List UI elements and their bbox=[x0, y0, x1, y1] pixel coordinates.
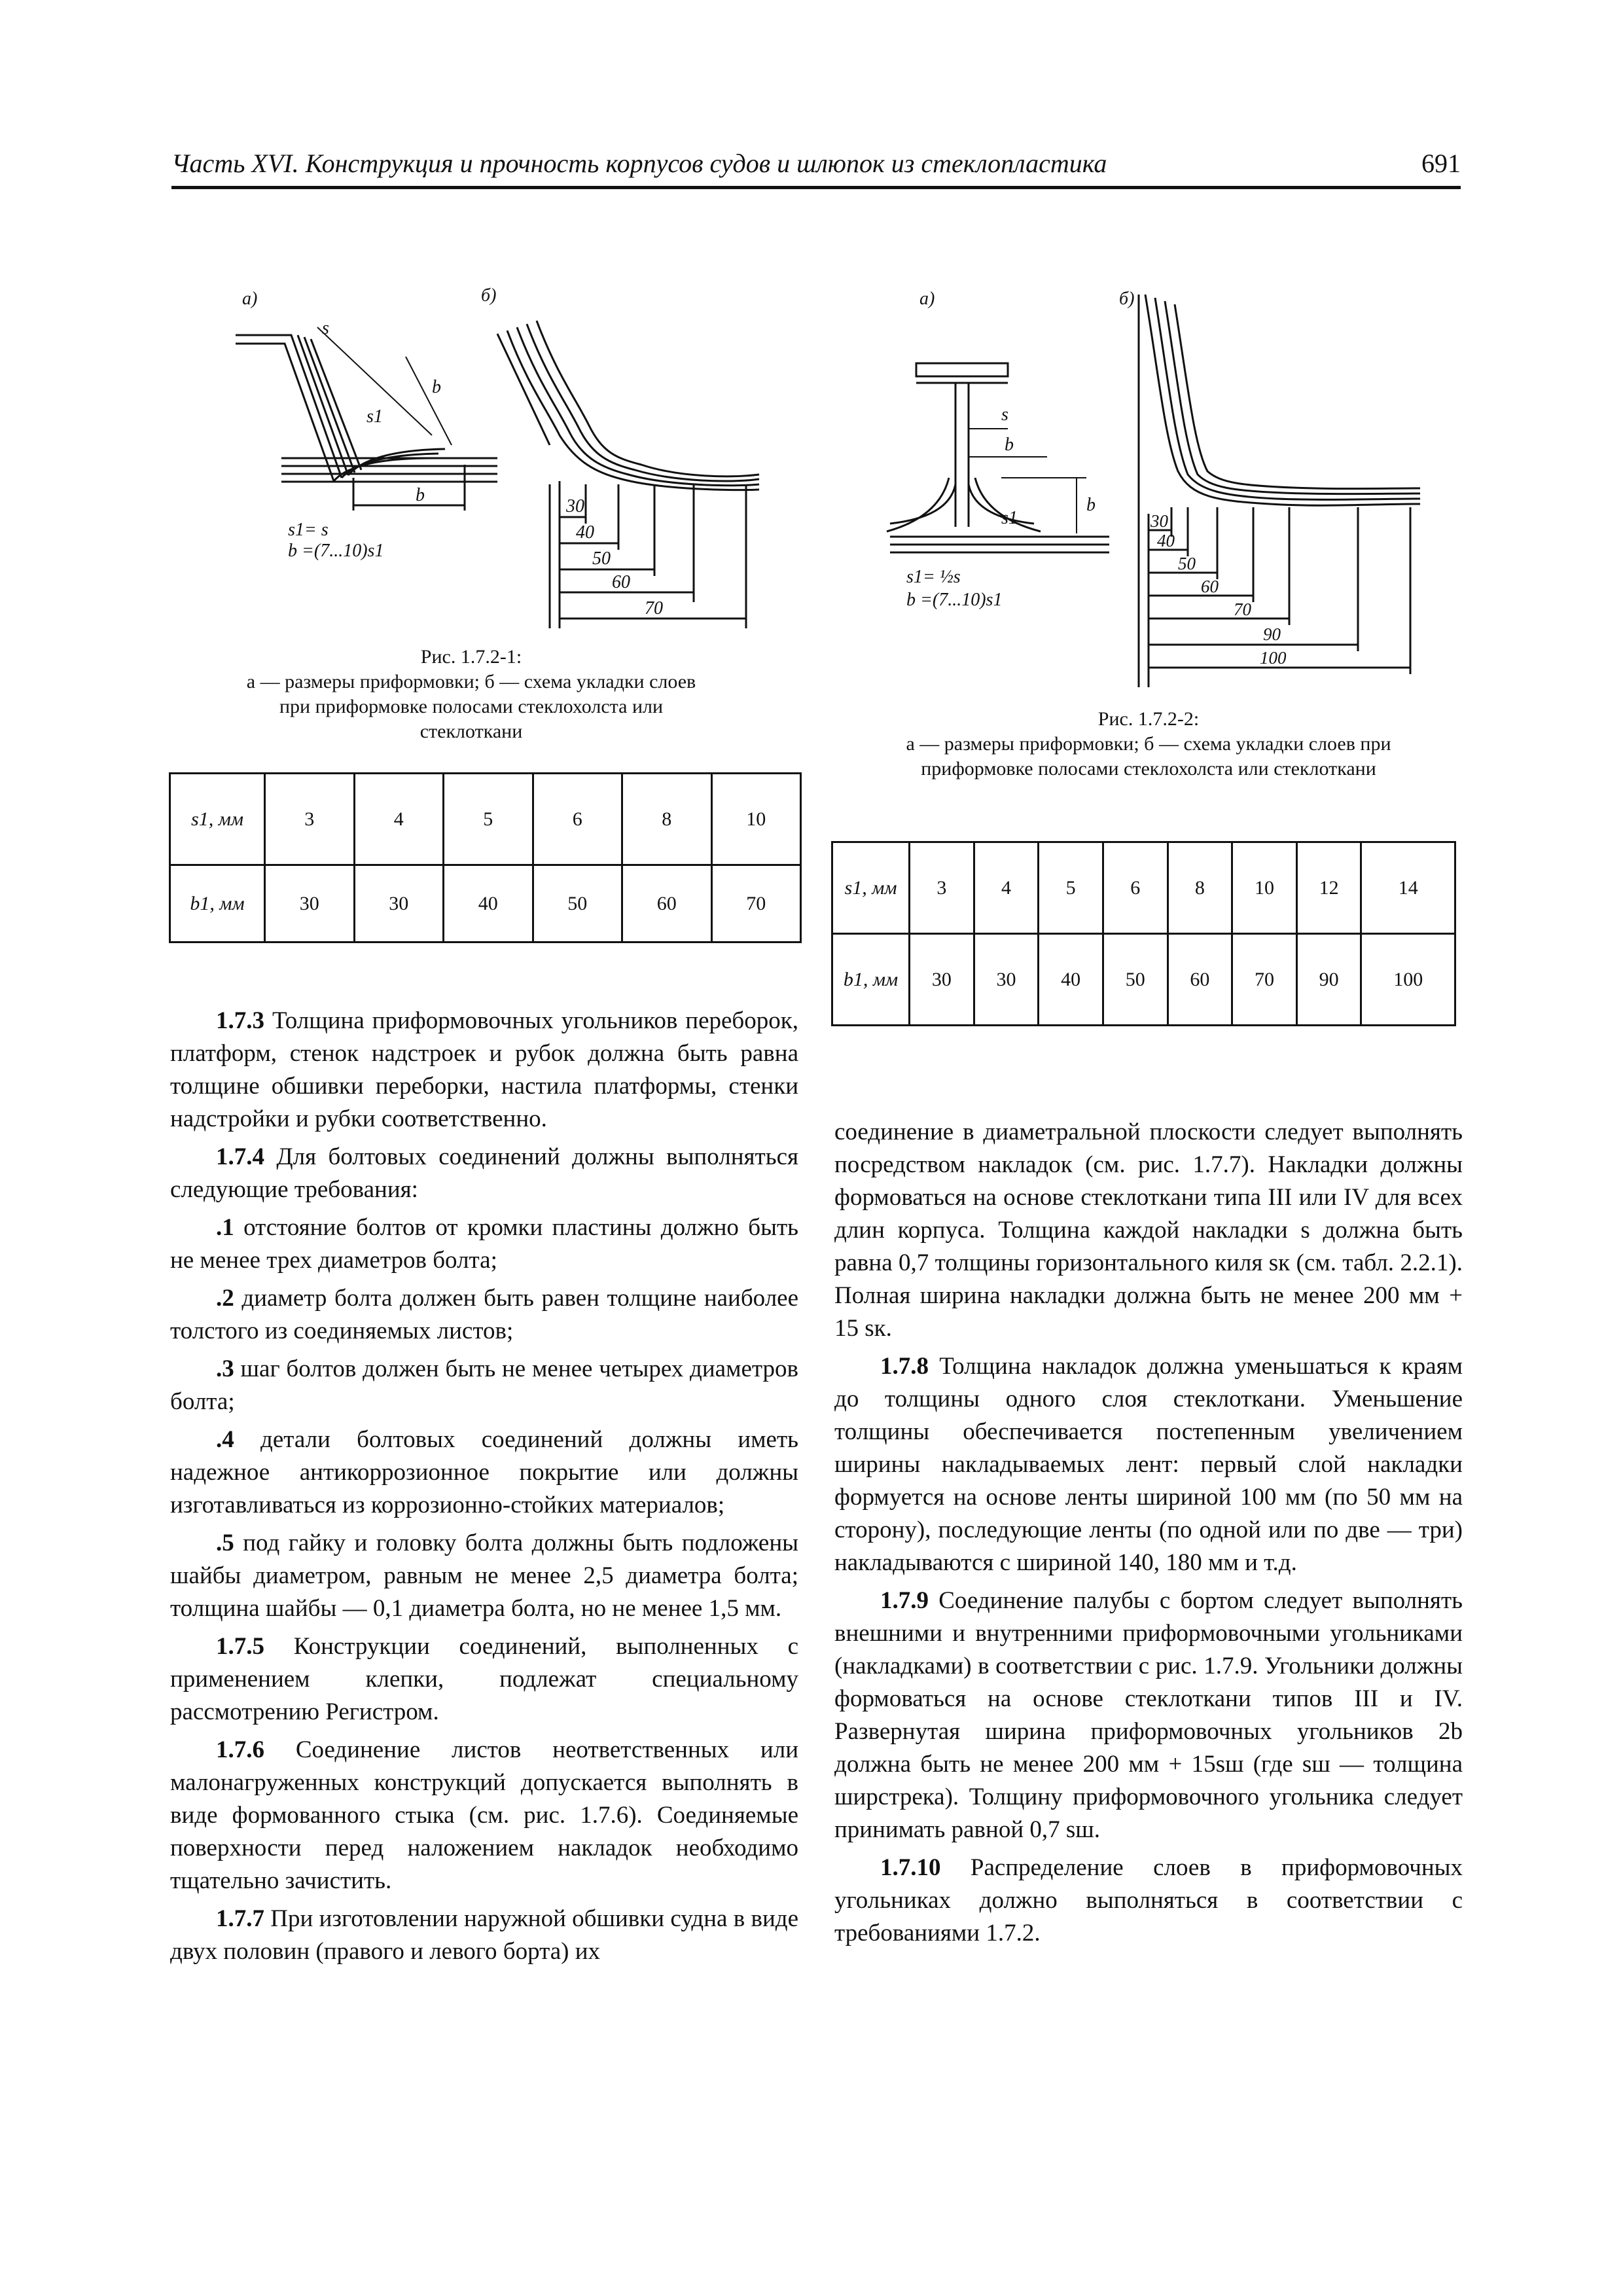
table-cell: 50 bbox=[1103, 934, 1168, 1026]
running-header bbox=[171, 145, 1461, 189]
fig2-dim-label: 60 bbox=[1201, 577, 1219, 596]
table-cell: 5 bbox=[444, 774, 533, 865]
table-cell: 30 bbox=[265, 865, 355, 942]
figure-1-caption-text: а — размеры приформовки; б — схема укладки слоев при приформовке полосами стеклохолста или стеклоткани bbox=[246, 671, 696, 742]
list-item bbox=[170, 1424, 798, 1522]
paragraph-number: 1.7.8 bbox=[880, 1353, 929, 1380]
fig1-label-a: а) bbox=[242, 289, 258, 309]
paragraph-text: При изготовлении наружной обшивки судна в виде двух половин (правого и левого борта) их bbox=[170, 1905, 799, 1965]
paragraph bbox=[170, 1005, 798, 1136]
table-cell: 40 bbox=[444, 865, 533, 942]
table-2-row-head: s1, мм bbox=[832, 842, 910, 934]
fig2-dim-label: 50 bbox=[1178, 554, 1196, 573]
paragraph bbox=[834, 1585, 1463, 1846]
paragraph-number: 1.7.4 bbox=[216, 1143, 264, 1170]
paragraph-text: Конструкции соединений, выполненных с применением клепки, подлежат специальному рассмотрению Регистром. bbox=[170, 1633, 799, 1725]
paragraph-number: 1.7.7 bbox=[216, 1905, 264, 1932]
paragraph bbox=[170, 1734, 798, 1897]
table-cell: 70 bbox=[711, 865, 801, 942]
table-cell: 60 bbox=[622, 865, 712, 942]
fig1-formula-1: s1= s bbox=[288, 520, 329, 540]
paragraph-text: Для болтовых соединений должны выполняться следующие требования: bbox=[170, 1143, 799, 1203]
list-item-number: .2 bbox=[216, 1285, 234, 1312]
fig1-label-c-dim: b bbox=[432, 377, 441, 397]
table-cell: 10 bbox=[711, 774, 801, 865]
fig2-label-a: а) bbox=[919, 289, 935, 309]
fig1-formula-2: b =(7...10)s1 bbox=[288, 541, 384, 561]
fig2-formula-2: b =(7...10)s1 bbox=[906, 590, 1003, 610]
paragraph-text: Толщина накладок должна уменьшаться к краям до толщины одного слоя стеклоткани. Уменьшение толщины обеспечивается постепенным увеличением ширины накладываемых лент: первый слой накладки формуется на основе ленты шириной 100 мм (по 50 мм на сторону), последующие ленты (по одной или по две — три) накладываются с шириной 140, 180 мм и т.д. bbox=[834, 1353, 1463, 1576]
fig2-label-b-dim: b bbox=[1005, 435, 1014, 455]
table-cell: 4 bbox=[974, 842, 1039, 934]
list-item bbox=[170, 1282, 798, 1348]
table-cell: 6 bbox=[533, 774, 622, 865]
fig1-dim-label: 30 bbox=[566, 496, 584, 516]
list-item bbox=[170, 1527, 798, 1625]
page-number: 691 bbox=[1421, 149, 1461, 178]
table-cell: 3 bbox=[265, 774, 355, 865]
paragraph bbox=[170, 1903, 798, 1968]
figure-1-caption bbox=[242, 645, 700, 744]
figure-2-caption-text: а — размеры приформовки; б — схема укладки слоев при приформовке полосами стеклохолста или стеклоткани bbox=[906, 733, 1391, 780]
fig1-label-b: б) bbox=[481, 285, 497, 306]
paragraph-number: 1.7.3 bbox=[216, 1007, 264, 1034]
list-item-number: .3 bbox=[216, 1355, 234, 1382]
paragraph bbox=[170, 1630, 798, 1729]
table-cell: 90 bbox=[1296, 934, 1361, 1026]
table-cell: 8 bbox=[1168, 842, 1232, 934]
table-cell: 30 bbox=[354, 865, 444, 942]
paragraph-text: Соединение палубы с бортом следует выполнять внешними и внутренними приформовочными угольниками (накладками) в соответствии с рис. 1.7.9. Угольники должны формоваться на основе стеклоткани типов III и IV. Развернутая ширина приформовочных угольников 2b должна быть не менее 200 мм + 15sш (где sш — толщина ширстрека). Толщину приформовочного угольника следует принимать равной 0,7 sш. bbox=[834, 1587, 1463, 1843]
table-cell: 60 bbox=[1168, 934, 1232, 1026]
table-row bbox=[170, 774, 801, 865]
figure-2-caption bbox=[900, 707, 1397, 781]
fig1-dim-label: 60 bbox=[612, 572, 630, 592]
fig2-dim-label: 100 bbox=[1260, 648, 1287, 668]
table-row bbox=[832, 842, 1455, 934]
list-item bbox=[170, 1353, 798, 1418]
paragraph bbox=[170, 1141, 798, 1206]
table-cell: 12 bbox=[1296, 842, 1361, 934]
fig2-label-c-dim: b bbox=[1086, 495, 1096, 515]
table-cell: 14 bbox=[1361, 842, 1455, 934]
fig1-label-b-dim: b bbox=[416, 485, 425, 505]
figure-1-7-2-1 bbox=[157, 262, 812, 628]
table-row bbox=[832, 934, 1455, 1026]
table-2 bbox=[831, 841, 1456, 1026]
paragraph-text: Соединение листов неответственных или малонагруженных конструкций допускается выполнять в виде формованного стыка (см. рис. 1.7.6). Соединяемые поверхности перед наложением накладок необходимо тщательно зачистить. bbox=[170, 1736, 798, 1894]
table-cell: 30 bbox=[974, 934, 1039, 1026]
fig2-label-s: s bbox=[1001, 404, 1008, 425]
fig2-dim-label: 30 bbox=[1150, 511, 1168, 531]
figure-2-caption-title: Рис. 1.7.2-2: bbox=[1097, 708, 1200, 730]
paragraph-text: соединение в диаметральной плоскости следует выполнять посредством накладок (см. рис. 1.7.7). Накладки должны формоваться на основе стеклоткани типа III или IV для всех длин корпуса. Толщина каждой накладки s должна быть равна 0,7 толщины горизонтального киля sк (см. табл. 2.2.1). Полная ширина накладки должна быть не менее 200 мм + 15 sк. bbox=[834, 1119, 1463, 1342]
paragraph-number: 1.7.5 bbox=[216, 1633, 264, 1660]
table-cell: 8 bbox=[622, 774, 712, 865]
fig1-dim-label: 40 bbox=[576, 522, 594, 543]
paragraph-number: 1.7.6 bbox=[216, 1736, 264, 1763]
fig1-label-s1: s1 bbox=[366, 406, 383, 427]
fig2-dim-label: 90 bbox=[1263, 624, 1281, 644]
table-cell: 5 bbox=[1039, 842, 1103, 934]
table-cell: 10 bbox=[1232, 842, 1297, 934]
table-1 bbox=[169, 772, 802, 943]
header-title: Часть XVI. Конструкция и прочность корпусов судов и шлюпок из стеклопластика bbox=[171, 149, 1107, 178]
list-item-text: детали болтовых соединений должны иметь надежное антикоррозионное покрытие или должны изготавливаться из коррозионно-стойких материалов; bbox=[170, 1426, 799, 1518]
fig1-label-s: s bbox=[322, 318, 329, 338]
paragraph bbox=[834, 1350, 1463, 1579]
table-2-row-head: b1, мм bbox=[832, 934, 910, 1026]
fig1-dim-label: 50 bbox=[592, 548, 611, 569]
left-text-column bbox=[170, 1005, 798, 1973]
fig2-label-s1: s1 bbox=[1001, 508, 1018, 528]
paragraph-text: Толщина приформовочных угольников переборок, платформ, стенок надстроек и рубок должна быть равна толщине обшивки переборки, настила платформы, стенки надстройки и рубки соответственно. bbox=[170, 1007, 798, 1132]
paragraph-number: 1.7.10 bbox=[880, 1854, 941, 1881]
table-1-row-head: b1, мм bbox=[170, 865, 265, 942]
list-item bbox=[170, 1211, 798, 1277]
table-1-row-head: s1, мм bbox=[170, 774, 265, 865]
fig1-dim-label: 70 bbox=[645, 598, 663, 619]
paragraph-number: 1.7.9 bbox=[880, 1587, 929, 1614]
list-item-number: .1 bbox=[216, 1214, 234, 1241]
fig2-dim-label: 40 bbox=[1157, 531, 1175, 550]
list-item-number: .4 bbox=[216, 1426, 234, 1453]
table-cell: 6 bbox=[1103, 842, 1168, 934]
table-cell: 100 bbox=[1361, 934, 1455, 1026]
figure-1-7-2-2 bbox=[851, 275, 1479, 700]
list-item-text: шаг болтов должен быть не менее четырех диаметров болта; bbox=[170, 1355, 799, 1415]
fig2-dim-label: 70 bbox=[1234, 600, 1251, 619]
table-row bbox=[170, 865, 801, 942]
paragraph bbox=[834, 1852, 1463, 1950]
paragraph-text: Распределение слоев в приформовочных угольниках должно выполняться в соответствии с требованиями 1.7.2. bbox=[834, 1854, 1463, 1946]
table-cell: 4 bbox=[354, 774, 444, 865]
table-cell: 3 bbox=[910, 842, 974, 934]
list-item-text: под гайку и головку болта должны быть подложены шайбы диаметром, равным не менее 2,5 диаметра болта; толщина шайбы — 0,1 диаметра болта, но не менее 1,5 мм. bbox=[170, 1530, 799, 1622]
list-item-number: .5 bbox=[216, 1530, 234, 1556]
table-cell: 50 bbox=[533, 865, 622, 942]
table-cell: 30 bbox=[910, 934, 974, 1026]
right-text-column bbox=[834, 1116, 1463, 1955]
paragraph bbox=[834, 1116, 1463, 1345]
table-cell: 40 bbox=[1039, 934, 1103, 1026]
fig2-formula-1: s1= ½s bbox=[906, 567, 961, 587]
list-item-text: диаметр болта должен быть равен толщине наиболее толстого из соединяемых листов; bbox=[170, 1285, 799, 1344]
table-cell: 70 bbox=[1232, 934, 1297, 1026]
figure-1-caption-title: Рис. 1.7.2-1: bbox=[420, 646, 522, 668]
list-item-text: отстояние болтов от кромки пластины должно быть не менее трех диаметров болта; bbox=[170, 1214, 799, 1274]
fig2-label-b: б) bbox=[1119, 289, 1135, 309]
